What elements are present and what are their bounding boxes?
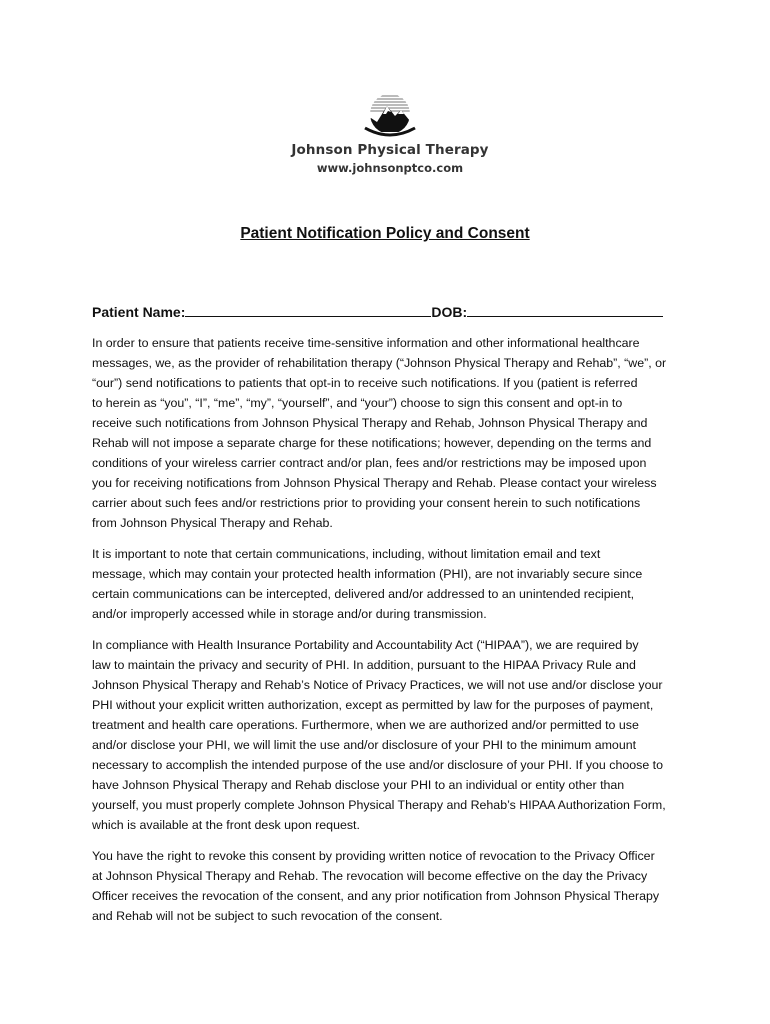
company-logo — [290, 92, 490, 175]
text-line: It is important to note that certain communications, including, without limitation email and text — [92, 547, 601, 561]
text-line: In order to ensure that patients receive time-sensitive information and other informational healthcare — [92, 336, 640, 350]
text-line: at Johnson Physical Therapy and Rehab. The revocation will become effective on the day the Privacy — [92, 869, 648, 883]
text-line: and/or improperly accessed while in storage and/or during transmission. — [92, 607, 487, 621]
text-line: treatment and health care operations. Furthermore, when we are authorized and/or permitted to use — [92, 718, 639, 732]
patient-name-label: Patient Name: — [92, 304, 186, 320]
text-line: carrier about such fees and/or restrictions prior to providing your consent herein to such notifications — [92, 496, 641, 510]
text-line: from Johnson Physical Therapy and Rehab. — [92, 516, 333, 530]
text-line: “our”) send notifications to patients that opt-in to receive such notifications. If you (patient is referred — [92, 376, 638, 390]
text-line: PHI without your explicit written authorization, except as permitted by law for the purposes of payment, — [92, 698, 654, 712]
text-line: You have the right to revoke this consent by providing written notice of revocation to the Privacy Officer — [92, 849, 655, 863]
text-line: In compliance with Health Insurance Portability and Accountability Act (“HIPAA”), we are required by — [92, 638, 639, 652]
text-line: and Rehab will not be subject to such revocation of the consent. — [92, 909, 443, 923]
text-line: conditions of your wireless carrier contract and/or plan, fees and/or restrictions may be imposed upon — [92, 456, 647, 470]
text-line: law to maintain the privacy and security of PHI. In addition, pursuant to the HIPAA Privacy Rule and — [92, 658, 636, 672]
patient-fields — [92, 302, 663, 320]
paragraph — [92, 333, 692, 533]
paragraph — [92, 635, 692, 835]
document-body — [92, 333, 692, 937]
dob-label: DOB: — [431, 304, 468, 320]
text-line: Johnson Physical Therapy and Rehab’s Notice of Privacy Practices, we will not use and/or disclose your — [92, 678, 663, 692]
logo-website: www.johnsonptco.com — [316, 161, 464, 175]
text-line: you for receiving notifications from Johnson Physical Therapy and Rehab. Please contact your wireless — [92, 476, 657, 490]
text-line: and/or disclose your PHI, we will limit the use and/or disclosure of your PHI to the minimum amount — [92, 738, 637, 752]
text-line: to herein as “you”, “I”, “me”, “my”, “yourself”, and “your”) choose to sign this consent and opt-in to — [92, 396, 623, 410]
text-line: which is available at the front desk upon request. — [92, 818, 360, 832]
text-line: necessary to accomplish the intended purpose of the use and/or disclosure of your PHI. If you choose to — [92, 758, 663, 772]
paragraph — [92, 846, 692, 926]
patient-name-field[interactable] — [185, 302, 431, 317]
dob-field[interactable] — [467, 302, 663, 317]
text-line: certain communications can be intercepted, delivered and/or addressed to an unintended recipient, — [92, 587, 635, 601]
text-line: yourself, you must properly complete Johnson Physical Therapy and Rehab’s HIPAA Authorization Form, — [92, 798, 666, 812]
text-line: message, which may contain your protected health information (PHI), are not invariably secure since — [92, 567, 643, 581]
paragraph — [92, 544, 692, 624]
document-title: Patient Notification Policy and Consent — [240, 225, 530, 242]
text-line: Officer receives the revocation of the consent, and any prior notification from Johnson Physical Therapy — [92, 889, 660, 903]
text-line: messages, we, as the provider of rehabilitation therapy (“Johnson Physical Therapy and Rehab”, “we”, or — [92, 356, 667, 370]
text-line: Rehab will not impose a separate charge for these notifications; however, depending on the terms and — [92, 436, 652, 450]
logo-company-name: Johnson Physical Therapy — [291, 142, 489, 158]
text-line: have Johnson Physical Therapy and Rehab disclose your PHI to an individual or entity other than — [92, 778, 625, 792]
mountain-logo-icon — [361, 92, 419, 138]
text-line: receive such notifications from Johnson Physical Therapy and Rehab, Johnson Physical Therapy and — [92, 416, 648, 430]
